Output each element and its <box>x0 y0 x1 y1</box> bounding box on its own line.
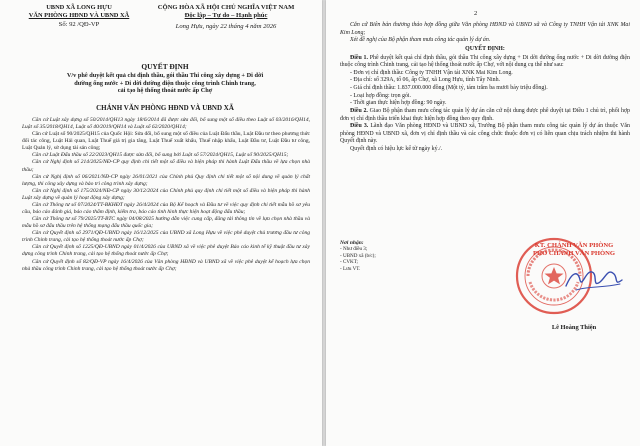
recipient-item: - Như điều 3; <box>340 246 368 253</box>
article-3-text: Lãnh đạo Văn phòng HĐND và UBND xã, Trưởng Bộ phận tham mưu công tác quản lý dự án thuộc Văn phòng HĐND và UBND xã, đơn vị chỉ định thầu và các công chức thuộc đơn vị có liên quan chịu trách nhiệm thi hành Quyết định này. <box>340 123 630 145</box>
article-3 <box>340 123 630 146</box>
national-motto: Độc lập – Tự do – Hạnh phúc <box>184 11 268 19</box>
legal-basis-paragraph: Căn cứ Quyết định số 82/QĐ-VP ngày 16/4/2026 của Văn phòng HĐND và UBND xã về việc phê duyệt kế hoạch lựa chọn nhà thầu công trình Chinh trang, cải tạo hệ thống thoát nước ấp Chợ; <box>22 258 310 272</box>
agency-name: VĂN PHÒNG HĐND VÀ UBND XÃ <box>28 11 130 19</box>
legal-basis-paragraph: Căn cứ Nghị định số 06/2021/NĐ-CP ngày 26/01/2021 của Chính phủ Quy định chi tiết một số nội dung về quản lý chất lượng, thi công xây dựng và bảo trì công trình xây dựng; <box>22 173 310 187</box>
recipient-item: - Lưu VT. <box>340 265 361 272</box>
legal-basis-paragraph: Căn cứ Nghị định số 175/2024/NĐ-CP ngày 30/12/2024 của Chính phủ quy định chi tiết một số điều và biện pháp thi hành Luật xây dựng về quản lý hoạt động xây dựng; <box>22 187 310 201</box>
article-1-item: - Thời gian thực hiện hợp đồng: 90 ngày. <box>350 100 447 107</box>
national-title: CỘNG HÒA XÃ HỘI CHỦ NGHĨA VIỆT NAM <box>157 4 295 11</box>
legal-bases <box>22 117 310 273</box>
article-1-text: Phê duyệt kết quả chỉ định thầu, gói thầu Thi công xây dựng + Di dời đường ống nước + Di dời đường điện thuộc công trình Chinh trang, cải tạo hệ thống thoát nước ấp Chợ, với nội dung cụ thể như sau: <box>340 54 630 69</box>
decision-body <box>340 22 630 154</box>
agency-parent: UBND XÃ LONG HỰU <box>46 4 112 11</box>
issuing-authority: CHÁNH VĂN PHÒNG HĐND VÀ UBND XÃ <box>96 104 234 112</box>
legal-basis-paragraph: Căn cứ Biên bản thương thảo hợp đồng giữa Văn phòng HĐND và UBND xã và Công ty TNHH Vận tải XNK Mai Kim Long; <box>340 22 630 36</box>
article-1-item: - Giá chỉ định thầu: 1.837.000.000 đồng (Một tỷ, tám trăm ba mươi bảy triệu đồng). <box>350 85 548 91</box>
article-2-text: Giao Bộ phận tham mưu công tác quản lý dự án căn cứ nội dung được phê duyệt tại Điều 1 chủ trì, phối hợp đơn vị chỉ định thầu triển khai thực hiện hợp đồng theo quy định. <box>340 107 630 122</box>
article-1-item: - Địa chỉ: số 329A, tổ 06, ấp Chợ, xã Long Hựu, tỉnh Tây Ninh. <box>350 77 501 84</box>
article-2 <box>340 108 630 123</box>
subtitle-line: V/v phê duyệt kết quả chỉ định thầu, gói thầu Thi công xây dựng + Di dời <box>66 72 264 79</box>
subtitle-line: đường ống nước + Di dời đường điện thuộc công trình Chinh trang, <box>74 79 256 87</box>
document-page-2 <box>326 0 640 446</box>
legal-basis-paragraph: Căn cứ Thông tư số 79/2025/TT-BTC ngày 04/08/2025 hướng dẫn việc cung cấp, đăng tải thông tin về lựa chọn nhà thầu và mẫu hồ sơ đấu thầu trên hệ thống mạng đấu thầu quốc gia; <box>22 216 310 230</box>
legal-basis-paragraph: Căn cứ Thông tư số 07/2024/TT-BKHĐT ngày 26/4/2024 của Bộ Kế hoạch và Đầu tư về việc quy định chi tiết mẫu hồ sơ yêu cầu, báo cáo đánh giá, báo cáo thẩm định, kiểm tra, báo cáo tình hình thực hiện hoạt động đấu thầu; <box>22 201 310 216</box>
document-number: Số: 92 /QĐ-VP <box>58 21 100 29</box>
article-3-label: Điều 3. <box>350 123 369 130</box>
legal-basis-paragraph: Căn cứ Nghị định số 214/2025/NĐ-CP quy định chi tiết một số điều và biện pháp thi hành Luật Đấu thầu về lựa chọn nhà thầu; <box>22 159 310 173</box>
article-2-label: Điều 2. <box>350 107 368 114</box>
page-number: 2 <box>474 10 478 17</box>
decides-heading: QUYẾT ĐỊNH: <box>465 45 505 52</box>
signer-name: Lê Hoàng Thiện <box>551 324 597 331</box>
legal-basis-paragraph: Căn cứ Luật số 90/2025/QH15 của Quốc Hội: Sửa đổi, bổ sung một số điều của Luật Đấu thầu, Luật Đầu tư theo phương thức đối tác công, Luật Hải quan, Luật Thuế giá trị gia tăng, Luật Thuế xuất khẩu, Thuế nhập khẩu, Luật Đầu tư, Luật Đầu tư công, Luật Quản lý, sử dụng tài sản công; <box>22 131 310 152</box>
document-title: QUYẾT ĐỊNH <box>141 62 189 71</box>
document-subtitle <box>20 72 310 95</box>
signer-position: PHÓ CHÁNH VĂN PHÒNG <box>532 250 616 257</box>
issue-date: Long Hựu, ngày 22 tháng 4 năm 2026 <box>175 22 277 30</box>
effective-clause: Quyết định có hiệu lực kể từ ngày ký./. <box>350 146 443 152</box>
recipients-block <box>340 240 470 272</box>
legal-basis-paragraph: Căn cứ Luật Đấu thầu số 22/2023/QH15 được sửa đổi, bổ sung bởi Luật số 57/2024/QH15, Luật số 90/2025/QH15; <box>32 152 289 159</box>
national-header <box>138 4 314 30</box>
proposal-paragraph: Xét đề nghị của Bộ phận tham mưu công tác quản lý dự án. <box>350 37 491 44</box>
signer-role: KT. CHÁNH VĂN PHÒNG <box>534 242 614 249</box>
article-1 <box>340 55 630 70</box>
recipients-label: Nơi nhận: <box>340 240 364 246</box>
recipient-item: - UBND xã (b/c); <box>340 252 376 259</box>
article-1-item: - Loại hợp đồng: trọn gói. <box>350 92 412 99</box>
agency-header <box>20 4 138 29</box>
article-1-label: Điều 1. <box>350 54 368 61</box>
handwritten-signature <box>562 262 626 296</box>
article-1-item: - Đơn vị chỉ định thầu: Công ty TNHH Vận tải XNK Mai Kim Long. <box>350 69 513 76</box>
subtitle-line: cải tạo hệ thống thoát nước ấp Chợ <box>117 87 213 95</box>
legal-basis-paragraph: Căn cứ Luật xây dựng số 50/2014/QH13 ngày 18/6/2014 đã được sửa đổi, bổ sung một số điều theo Luật số 03/2016/QH14, Luật số 35/2018/QH14, Luật số 40/2019/QH14 và Luật số 62/2020/QH14; <box>22 117 310 131</box>
legal-basis-paragraph: Căn cứ Quyết định số 2971/QĐ-UBND ngày 16/12/2025 của UBND xã Long Hựu về việc phê duyệt chủ trương đầu tư công trình Chinh trang, cải tạo hệ thống thoát nước ấp Chợ; <box>22 230 310 244</box>
recipient-item: - CVKT; <box>340 259 358 266</box>
legal-basis-paragraph: Căn cứ Quyết định số 1225/QĐ-UBND ngày 01/4/2026 của UBND xã về việc phê duyệt Báo cáo kinh tế kỹ thuật đầu tư xây dựng công trình Chinh trang, cải tạo hệ thống thoát nước ấp Chợ; <box>22 244 310 258</box>
